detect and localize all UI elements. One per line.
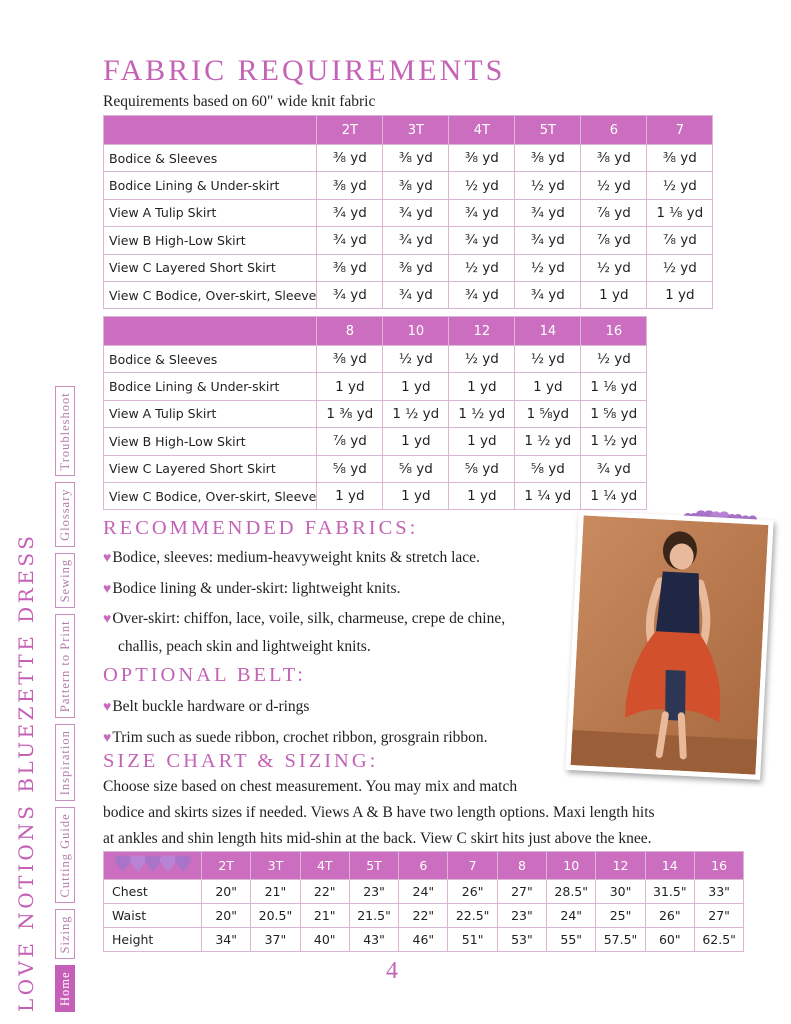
- table-cell: ⅜ yd: [647, 145, 713, 172]
- heart-icon: ♥: [103, 731, 112, 746]
- table-cell: ½ yd: [449, 254, 515, 281]
- list-item-text: Trim such as suede ribbon, crochet ribbon, grosgrain ribbon.: [112, 729, 488, 746]
- row-label: Waist: [104, 904, 202, 928]
- table-row: [104, 928, 744, 952]
- belt-heading: OPTIONAL BELT:: [103, 664, 306, 686]
- heart-icon: ♥: [103, 612, 112, 627]
- table-cell: 1 yd: [449, 482, 515, 509]
- table-cell: 1 ½ yd: [383, 400, 449, 427]
- table-row: [104, 346, 647, 373]
- table-cell: 1 yd: [449, 373, 515, 400]
- table-header-row: [104, 116, 713, 145]
- page-title: FABRIC REQUIREMENTS: [103, 54, 506, 87]
- table-row: [104, 880, 744, 904]
- table-cell: ¾ yd: [515, 199, 581, 226]
- tab-sizing[interactable]: Sizing: [55, 909, 75, 959]
- table-cell: 1 yd: [383, 373, 449, 400]
- table-cell: 55": [547, 928, 596, 952]
- table-cell: ½ yd: [647, 172, 713, 199]
- table-cell: 21": [300, 904, 349, 928]
- table-cell: ½ yd: [647, 254, 713, 281]
- table-cell: ¾ yd: [449, 281, 515, 308]
- table-cell: 57.5": [596, 928, 645, 952]
- table-header-blank: [104, 116, 317, 145]
- tab-cutting-guide[interactable]: Cutting Guide: [55, 807, 75, 903]
- table-row: [104, 373, 647, 400]
- table-cell: ¾ yd: [317, 227, 383, 254]
- table-cell: 24": [399, 880, 448, 904]
- table-cell: ½ yd: [515, 346, 581, 373]
- table-row: [104, 199, 713, 226]
- table-cell: ⅝ yd: [449, 455, 515, 482]
- table-cell: ⅞ yd: [581, 227, 647, 254]
- table-cell: ⅞ yd: [581, 199, 647, 226]
- list-item: [103, 693, 309, 721]
- list-item-continuation: challis, peach skin and lightweight knits.: [118, 638, 371, 655]
- tab-troubleshoot[interactable]: Troubleshoot: [55, 386, 75, 476]
- list-item: [103, 575, 400, 603]
- table-header-cell: 6: [581, 116, 647, 145]
- table-cell: 27": [694, 904, 743, 928]
- row-label: View C Bodice, Over-skirt, Sleeve: [104, 281, 317, 308]
- table-cell: ⅜ yd: [515, 145, 581, 172]
- table-header-cell: 4T: [449, 116, 515, 145]
- hearts-decoration-icon: [113, 854, 193, 874]
- table-cell: ½ yd: [515, 172, 581, 199]
- fabric-table-toddler: [103, 115, 713, 309]
- table-cell: ⅜ yd: [449, 145, 515, 172]
- list-item-text: Bodice lining & under-skirt: lightweight knits.: [112, 580, 401, 597]
- table-row: [104, 172, 713, 199]
- table-cell: ⅝ yd: [515, 455, 581, 482]
- table-header-cell: 8: [317, 317, 383, 346]
- table-cell: 21": [251, 880, 300, 904]
- table-cell: ⅞ yd: [647, 227, 713, 254]
- table-cell: 1 ⅛ yd: [581, 373, 647, 400]
- table-cell: ¾ yd: [515, 227, 581, 254]
- table-header-hearts: [104, 852, 202, 880]
- table-cell: ¾ yd: [383, 281, 449, 308]
- table-header-cell: 3T: [383, 116, 449, 145]
- size-chart-heading: SIZE CHART & SIZING:: [103, 750, 379, 772]
- tab-home[interactable]: Home: [55, 965, 75, 1012]
- tab-inspiration[interactable]: Inspiration: [55, 724, 75, 801]
- table-header-cell: 2T: [317, 116, 383, 145]
- table-cell: 21.5": [349, 904, 398, 928]
- table-header-cell: 12: [596, 852, 645, 880]
- table-cell: 1 yd: [515, 373, 581, 400]
- table-cell: 1 ⅛ yd: [647, 199, 713, 226]
- table-header-cell: 6: [399, 852, 448, 880]
- sizing-text-line: at ankles and shin length hits mid-shin at the back. View C skirt hits just above the knee.: [103, 830, 652, 847]
- table-cell: ¾ yd: [317, 281, 383, 308]
- page-number: 4: [386, 958, 398, 984]
- table-cell: 1 yd: [317, 373, 383, 400]
- table-cell: ½ yd: [449, 172, 515, 199]
- table-cell: 62.5": [694, 928, 743, 952]
- tab-sewing[interactable]: Sewing: [55, 553, 75, 609]
- table-cell: ½ yd: [581, 346, 647, 373]
- table-cell: ½ yd: [383, 346, 449, 373]
- table-cell: 1 ½ yd: [515, 428, 581, 455]
- table-header-cell: 14: [515, 317, 581, 346]
- table-cell: 37": [251, 928, 300, 952]
- table-cell: 22.5": [448, 904, 497, 928]
- row-label: Height: [104, 928, 202, 952]
- list-item-text: Bodice, sleeves: medium-heavyweight knits & stretch lace.: [112, 549, 480, 566]
- heart-icon: ♥: [103, 700, 112, 715]
- table-cell: ½ yd: [449, 346, 515, 373]
- table-cell: ⅞ yd: [317, 428, 383, 455]
- row-label: Bodice Lining & Under-skirt: [104, 172, 317, 199]
- sizing-text-line: Choose size based on chest measurement. You may mix and match: [103, 778, 518, 795]
- table-cell: 34": [202, 928, 251, 952]
- list-item-text: Belt buckle hardware or d-rings: [112, 698, 310, 715]
- table-header-cell: 3T: [251, 852, 300, 880]
- table-cell: 24": [547, 904, 596, 928]
- fabric-table-girls: [103, 316, 647, 510]
- table-header-cell: 12: [449, 317, 515, 346]
- row-label: View A Tulip Skirt: [104, 199, 317, 226]
- heart-icon: ♥: [103, 582, 112, 597]
- table-cell: 27": [497, 880, 546, 904]
- table-cell: ⅜ yd: [317, 145, 383, 172]
- table-cell: ½ yd: [581, 172, 647, 199]
- table-cell: ¾ yd: [383, 227, 449, 254]
- table-header-cell: 10: [383, 317, 449, 346]
- table-cell: ⅜ yd: [383, 254, 449, 281]
- side-nav: [55, 386, 75, 1012]
- table-cell: 1 ⅝ yd: [581, 400, 647, 427]
- table-cell: ½ yd: [581, 254, 647, 281]
- fabric-width-note: Requirements based on 60" wide knit fabric: [103, 93, 376, 110]
- table-cell: 1 yd: [449, 428, 515, 455]
- table-cell: 26": [645, 904, 694, 928]
- heart-icon: ♥: [103, 551, 112, 566]
- list-item: [103, 605, 505, 660]
- table-row: [104, 482, 647, 509]
- tab-pattern-to-print[interactable]: Pattern to Print: [55, 614, 75, 718]
- table-cell: 33": [694, 880, 743, 904]
- row-label: View B High-Low Skirt: [104, 428, 317, 455]
- table-cell: 30": [596, 880, 645, 904]
- table-cell: 31.5": [645, 880, 694, 904]
- girl-in-dress-image: [571, 515, 769, 774]
- table-header-cell: 7: [448, 852, 497, 880]
- table-cell: ⅝ yd: [383, 455, 449, 482]
- table-row: [104, 281, 713, 308]
- table-cell: 22": [300, 880, 349, 904]
- dress-photo: [565, 510, 773, 780]
- table-cell: 1 ⅜ yd: [317, 400, 383, 427]
- table-cell: 1 ½ yd: [449, 400, 515, 427]
- table-cell: 1 yd: [383, 482, 449, 509]
- table-header-row: [104, 317, 647, 346]
- table-row: [104, 227, 713, 254]
- table-header-blank: [104, 317, 317, 346]
- row-label: Bodice & Sleeves: [104, 145, 317, 172]
- table-header-cell: 5T: [349, 852, 398, 880]
- table-cell: 1 yd: [383, 428, 449, 455]
- sidebar-title: LOVE NOTIONS BLUEZETTE DRESS: [14, 532, 38, 1012]
- table-cell: ¾ yd: [449, 199, 515, 226]
- size-chart-table: [103, 851, 744, 952]
- table-header-cell: 5T: [515, 116, 581, 145]
- table-header-cell: 16: [581, 317, 647, 346]
- table-cell: ½ yd: [515, 254, 581, 281]
- list-item: [103, 544, 480, 572]
- list-item-text: Over-skirt: chiffon, lace, voile, silk, charmeuse, crepe de chine,: [112, 610, 506, 627]
- table-cell: ⅝ yd: [317, 455, 383, 482]
- table-cell: ¾ yd: [581, 455, 647, 482]
- table-cell: 20": [202, 904, 251, 928]
- table-cell: 43": [349, 928, 398, 952]
- table-cell: 22": [399, 904, 448, 928]
- table-row: [104, 400, 647, 427]
- table-cell: 1 ½ yd: [581, 428, 647, 455]
- row-label: View C Layered Short Skirt: [104, 455, 317, 482]
- table-cell: 1 ¼ yd: [581, 482, 647, 509]
- table-cell: 28.5": [547, 880, 596, 904]
- table-cell: ⅜ yd: [317, 254, 383, 281]
- table-cell: ⅜ yd: [383, 172, 449, 199]
- table-header-cell: 7: [647, 116, 713, 145]
- row-label: View A Tulip Skirt: [104, 400, 317, 427]
- table-cell: 25": [596, 904, 645, 928]
- table-cell: ¾ yd: [383, 199, 449, 226]
- table-cell: 1 ⅝yd: [515, 400, 581, 427]
- table-cell: ⅜ yd: [317, 346, 383, 373]
- table-cell: ¾ yd: [317, 199, 383, 226]
- table-row: [104, 455, 647, 482]
- table-row: [104, 145, 713, 172]
- table-cell: 1 yd: [317, 482, 383, 509]
- table-header-cell: 8: [497, 852, 546, 880]
- table-header-cell: 10: [547, 852, 596, 880]
- table-header-cell: 14: [645, 852, 694, 880]
- table-cell: 40": [300, 928, 349, 952]
- table-row: [104, 428, 647, 455]
- table-cell: ¾ yd: [515, 281, 581, 308]
- table-cell: 26": [448, 880, 497, 904]
- row-label: Chest: [104, 880, 202, 904]
- table-cell: 51": [448, 928, 497, 952]
- tab-glossary[interactable]: Glossary: [55, 482, 75, 546]
- table-header-cell: 2T: [202, 852, 251, 880]
- list-item: [103, 724, 488, 752]
- row-label: Bodice Lining & Under-skirt: [104, 373, 317, 400]
- table-cell: ⅜ yd: [383, 145, 449, 172]
- table-cell: 1 yd: [581, 281, 647, 308]
- table-cell: ¾ yd: [449, 227, 515, 254]
- table-row: [104, 904, 744, 928]
- table-header-cell: 4T: [300, 852, 349, 880]
- table-cell: 23": [497, 904, 546, 928]
- table-cell: 60": [645, 928, 694, 952]
- row-label: View C Bodice, Over-skirt, Sleeve: [104, 482, 317, 509]
- sizing-text-line: bodice and skirts sizes if needed. Views A & B have two length options. Maxi length hits: [103, 804, 655, 821]
- row-label: View B High-Low Skirt: [104, 227, 317, 254]
- table-header-cell: 16: [694, 852, 743, 880]
- row-label: View C Layered Short Skirt: [104, 254, 317, 281]
- table-cell: 46": [399, 928, 448, 952]
- recommended-heading: RECOMMENDED FABRICS:: [103, 517, 419, 539]
- table-cell: 1 ¼ yd: [515, 482, 581, 509]
- table-row: [104, 254, 713, 281]
- table-cell: 20.5": [251, 904, 300, 928]
- table-cell: ⅜ yd: [581, 145, 647, 172]
- table-cell: 20": [202, 880, 251, 904]
- table-cell: 53": [497, 928, 546, 952]
- table-cell: 1 yd: [647, 281, 713, 308]
- table-cell: 23": [349, 880, 398, 904]
- table-header-row: [104, 852, 744, 880]
- row-label: Bodice & Sleeves: [104, 346, 317, 373]
- table-cell: ⅜ yd: [317, 172, 383, 199]
